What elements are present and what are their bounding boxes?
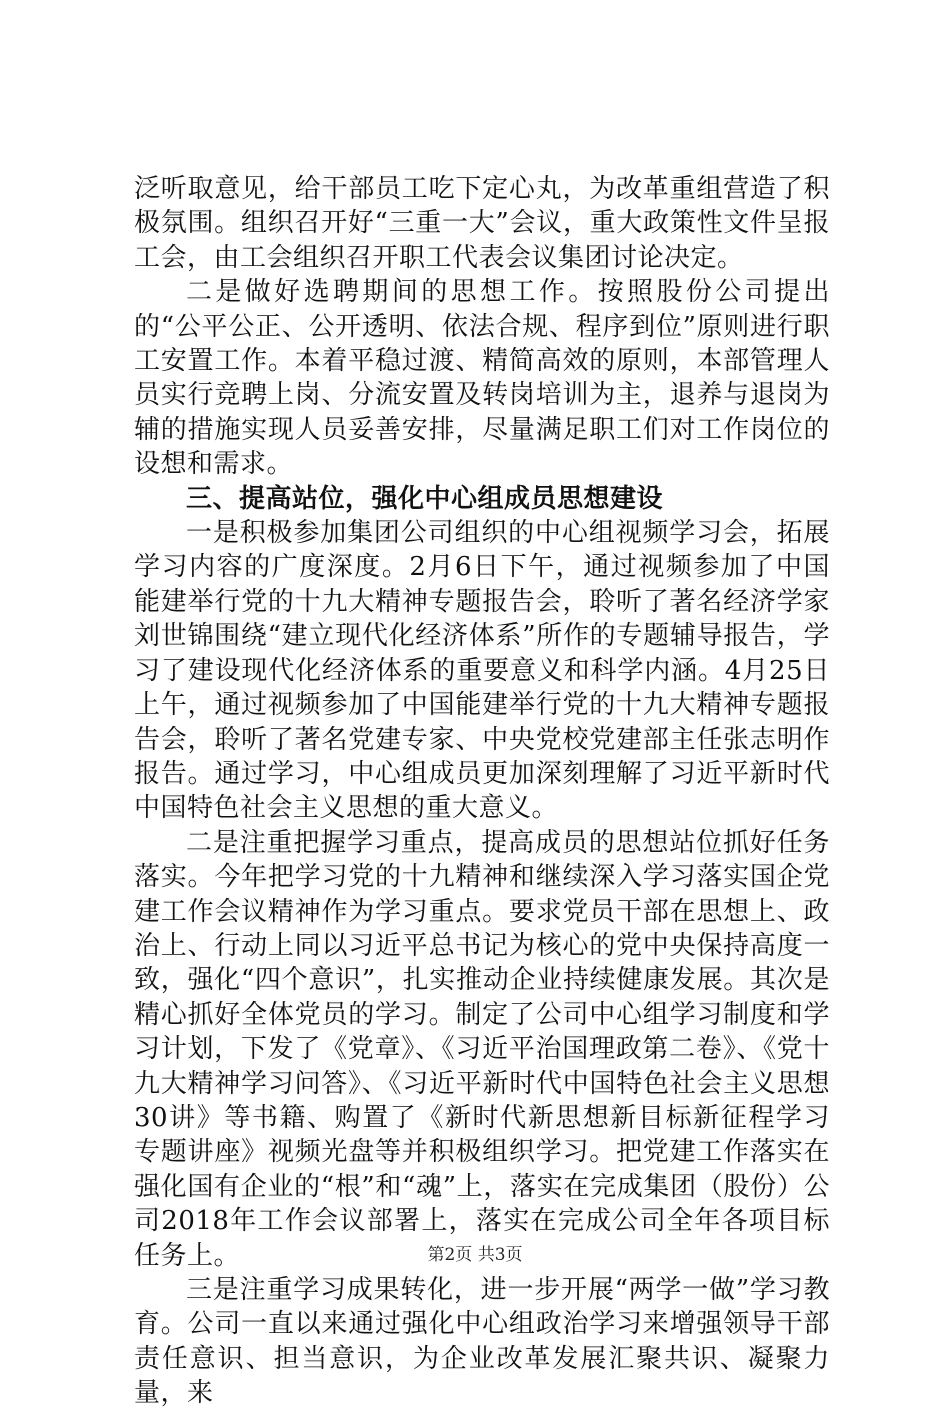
paragraph-study-results: 三是注重学习成果转化，进一步开展“两学一做”学习教育。公司一直以来通过强化中心组政治学习来增强领导干部责任意识、担当意识，为企业改革发展汇聚共识、凝聚力量，来 — [134, 1275, 830, 1409]
document-body — [134, 172, 830, 1411]
paragraph-continued: 泛听取意见，给干部员工吃下定心丸，为改革重组营造了积极氛围。组织召开好“三重一大”会议，重大政策性文件呈报工会，由工会组织召开职工代表会议集团讨论决定。 — [134, 174, 830, 273]
paragraph-video-study: 一是积极参加集团公司组织的中心组视频学习会，拓展学习内容的广度深度。2月6日下午，通过视频参加了中国能建举行党的十九大精神专题报告会，聆听了著名经济学家刘世锦围绕“建立现代化经济体系”所作的专题辅导报告，学习了建设现代化经济体系的重要意义和科学内涵。4月25日上午，通过视频参加了中国能建举行党的十九大精神专题报告会，聆听了著名党建专家、中央党校党建部主任张志明作报告。通过学习，中心组成员更加深刻理解了习近平新时代中国特色社会主义思想的重大意义。 — [134, 518, 830, 824]
page-footer: 第2页 共3页 — [427, 1245, 523, 1265]
section-heading: 三、提高站位，强化中心组成员思想建设 — [186, 483, 664, 514]
paragraph-selection-work: 二是做好选聘期间的思想工作。按照股份公司提出的“公平公正、公开透明、依法合规、程序到位”原则进行职工安置工作。本着平稳过渡、精简高效的原则，本部管理人员实行竞聘上岗、分流安置及转岗培训为主，退养与退岗为辅的措施实现人员妥善安排，尽量满足职工们对工作岗位的设想和需求。 — [134, 277, 830, 480]
paragraph-study-focus: 二是注重把握学习重点，提高成员的思想站位抓好任务落实。今年把学习党的十九精神和继续深入学习落实国企党建工作会议精神作为学习重点。要求党员干部在思想上、政治上、行动上同以习近平总书记为核心的党中央保持高度一致，强化“四个意识”，扎实推动企业持续健康发展。其次是精心抓好全体党员的学习。制定了公司中心组学习制度和学习计划，下发了《党章》、《习近平治国理政第二卷》、《党十九大精神学习问答》、《习近平新时代中国特色社会主义思想30讲》等书籍、购置了《新时代新思想新目标新征程学习专题讲座》视频光盘等并积极组织学习。把党建工作落实在强化国有企业的“根”和“魂”上，落实在完成集团（股份）公司2018年工作会议部署上，落实在完成公司全年各项目标任务上。 — [134, 827, 830, 1271]
